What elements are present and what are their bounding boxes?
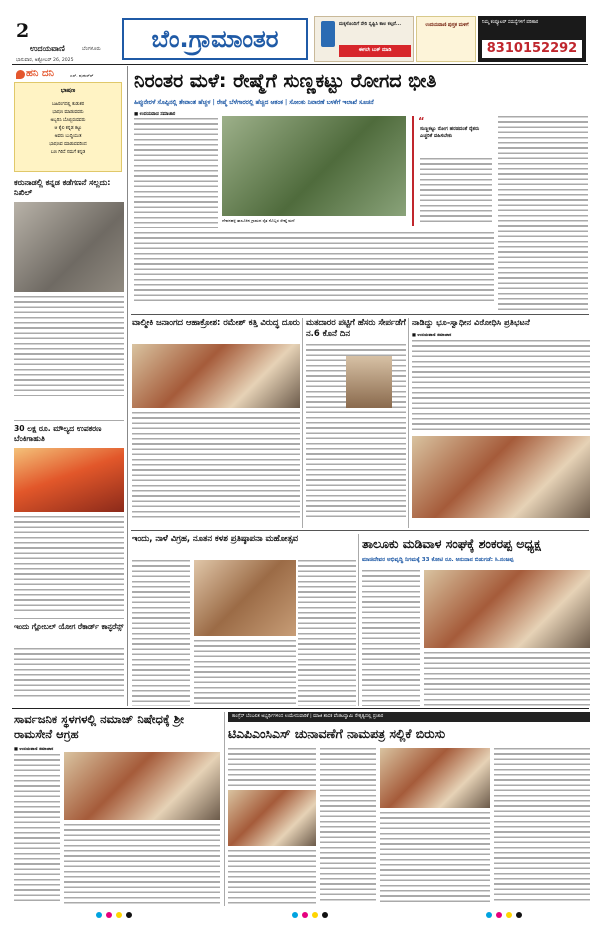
story2-headline: ಮತದಾರರ ಪಟ್ಟಿಗೆ ಹೆಸರು ಸೇರ್ಪಡೆಗೆ ನ.6 ಕೊನೆ ದಿನ	[306, 317, 406, 338]
registration-marks-right	[486, 912, 522, 918]
registration-marks-left	[96, 912, 132, 918]
pull-quote-lines	[420, 158, 492, 222]
story3-byline: ■ ಉದಯವಾಣಿ ಸಮಾಚಾರ	[412, 332, 452, 337]
paper-name: ಉದಯವಾಣಿ	[30, 44, 65, 53]
story5-body-left	[362, 570, 420, 706]
story7-col1b	[228, 850, 316, 904]
reg-dot-cyan	[96, 912, 102, 918]
poem-line-7: ಬಣ ಗಿರಿಸೆ ನಮಗೆ ಕನ್ನಡ	[50, 150, 86, 155]
edition-label: ಬೆಂಗಳೂರು	[82, 46, 101, 52]
lead-col-right-body	[498, 116, 588, 312]
story7-col3	[380, 812, 490, 904]
poem-line-5: ಅವರು ಬುದ್ಧಿಯುತ	[54, 134, 82, 139]
reg-dot-black	[516, 912, 522, 918]
story4-body-bottom	[194, 640, 296, 706]
story5-body-right	[424, 652, 590, 706]
story4-body-right	[298, 560, 356, 706]
reg-dot-black	[126, 912, 132, 918]
section-title: ಬೆಂ.ಗ್ರಾಮಾಂತರ	[122, 18, 308, 60]
story-divider-2	[408, 318, 409, 528]
story7-headline: ಟಿಎಪಿಎಂಸಿಎಸ್ ಚುನಾವಣೆಗೆ ನಾಮಪತ್ರ ಸಲ್ಲಿಕೆ ಬಿರುಸು	[228, 726, 446, 741]
ad-banner-computer	[478, 16, 586, 62]
sidebar-story2-photo	[14, 448, 124, 512]
lead-bottom-rule	[131, 314, 589, 315]
ad2-text: ಉದಯವಾಣಿ ಪುಸ್ತಕ ಮಳಿಗೆ	[425, 23, 469, 28]
lead-photo-caption: ದೇವನಹಳ್ಳಿ ತಾಲೂಕಿನ ಗ್ರಾಮದ ರೈತ ನೊಬ್ಬರ ರೇಷ್ಮೆ ಮನೆ	[222, 218, 295, 223]
row1-bottom-rule	[131, 530, 589, 531]
sidebar-story1-body	[14, 296, 124, 396]
story4-body-left	[132, 560, 190, 706]
story3-photo	[412, 436, 590, 518]
story-divider-1	[302, 318, 303, 528]
story4-headline: ಇಂದು, ನಾಳೆ ವಿಗ್ರಹ, ನೂತನ ಕಳಶ ಪ್ರತಿಷ್ಠಾಪನಾ ಮಹೋತ್ಸವ	[132, 533, 298, 543]
story6-body-left	[14, 754, 60, 904]
poem-box	[14, 82, 122, 172]
registration-marks-center	[292, 912, 328, 918]
poem-line-6: ಭಾಷಣವ ಮಾಡುವವರಿಂದ	[49, 142, 87, 147]
story6-byline: ■ ಉದಯವಾಣಿ ಸಮಾಚಾರ	[14, 746, 54, 751]
honey-icon	[16, 70, 25, 79]
phone-number: 8310152292	[482, 40, 582, 58]
ad3-text: ನಿಮ್ಮ ಕಂಪ್ಯೂಟರ್ ಸಮಸ್ಯೆಗಳಿಗೆ ಪರಿಹಾರ	[482, 20, 539, 25]
story7-photo-1	[228, 790, 316, 846]
reg-dot-magenta	[106, 912, 112, 918]
story-divider-3	[358, 534, 359, 706]
story3-body	[412, 340, 590, 432]
lead-col2-body	[134, 232, 494, 302]
poem-line-3: ಅಬ್ಬರಿಸಿ ಬೊಬ್ಬಿರುವವರು	[50, 118, 86, 123]
sidebar-story3-body	[14, 648, 124, 700]
reg-dot-black	[322, 912, 328, 918]
reg-dot-cyan	[292, 912, 298, 918]
story5-headline: ತಾಲೂಕು ಮಡಿವಾಳ ಸಂಘಕ್ಕೆ ಶಂಕರಪ್ಪ ಅಧ್ಯಕ್ಷ	[362, 536, 541, 551]
quote-icon: “	[418, 116, 425, 127]
reg-dot-yellow	[506, 912, 512, 918]
sidebar-story2-headline: 30 ಲಕ್ಷ ರೂ. ಮೌಲ್ಯದ ಉಪಕರಣ ಬೆಂಕಿಗಾಹುತಿ	[14, 424, 102, 443]
reg-dot-magenta	[302, 912, 308, 918]
story6-photo	[64, 752, 220, 820]
sidebar-brand: ಹನಿ ದನಿ	[26, 68, 54, 79]
story5-subhead: ಮಾಚಿದೇವರ ಅಭಿವೃದ್ಧಿ ನಿಗಮಕ್ಕೆ 33 ಕೋಟಿ ರೂ. ಅನುದಾನ ಬಿಡುಗಡೆ: ಸಿ.ನಂಜಪ್ಪ	[362, 557, 514, 563]
reg-dot-magenta	[496, 912, 502, 918]
reg-dot-yellow	[116, 912, 122, 918]
ad-banner-books	[314, 16, 414, 62]
story7-photo-2	[380, 748, 490, 808]
story2-portrait	[346, 356, 392, 408]
date-line: ಭಾನುವಾರ, ಅಕ್ಟೋಬರ್ 26, 2025	[16, 58, 74, 63]
ad-banner-store	[416, 16, 476, 62]
ad1-text: ಮಕ್ಕಳೊಂದಿಗೆ ಸೇರಿ ಸೃಷ್ಟಿಸಿ ಕಾಲ ಕಲ್ಪನೆ...	[339, 22, 402, 27]
poem-line-2: ಭಾಷಣ ಮಾಡುವವರು	[52, 110, 84, 115]
poem-title: ಭಾಷಣ	[60, 87, 76, 94]
reg-dot-cyan	[486, 912, 492, 918]
lead-headline: ನಿರಂತರ ಮಳೆ: ರೇಷ್ಮೆಗೆ ಸುಣ್ಣಕಟ್ಟು ರೋಗದ ಭೀತಿ	[134, 70, 437, 92]
lead-photo	[222, 116, 406, 216]
story4-photo	[194, 560, 296, 636]
sidebar-divider-1	[14, 420, 124, 421]
story1-photo	[132, 344, 300, 408]
page-number: 2	[16, 20, 30, 42]
lead-subhead: ಹಿಪ್ಪುನೇರಳೆ ಸೊಪ್ಪಿನಲ್ಲಿ ತೇವಾಂಶ ಹೆಚ್ಚಳ | ರೇಷ್ಮೆ ಬೆಳೆಗಾರರಲ್ಲಿ ಹೆಚ್ಚಿದ ಆತಂಕ | ಸೋಂಕು ನಿವಾರಣೆ ಬಳಕೆಗೆ ಇಲಾಖೆ ಸೂಚನೆ	[134, 99, 374, 106]
pull-quote-text: ಸುಣ್ಣಕಟ್ಟು ರೋಗ ಹರಡದಂತೆ ರೈತರು ಎಚ್ಚರಿಕೆ ವಹಿಸಬೇಕು	[420, 126, 480, 139]
reg-dot-yellow	[312, 912, 318, 918]
lead-col1-body	[134, 118, 218, 228]
lead-pull-quote	[412, 116, 492, 226]
story1-headline: ವಾಲ್ಮೀಕಿ ಜನಾಂಗದ ಆಹಾಕ್ರೋಶ: ರಮೇಶ್ ಕತ್ತಿ ವಿರುದ್ಧ ದೂರು	[132, 317, 300, 327]
story7-col2	[320, 748, 376, 904]
story-divider-4	[224, 712, 225, 906]
ad-phone-icon	[321, 21, 335, 47]
ad1-sub: ಈಗಲೇ ಬುಕ್ ಮಾಡಿ	[339, 45, 411, 57]
row2-bottom-rule	[12, 708, 589, 709]
sidebar-author: ಎಸ್. ಷುಕುರ್‌ರ್	[70, 73, 94, 78]
story3-headline: ನಾಡಿದ್ದು ಭೂ-ಸ್ವಾಧೀನ ವಿರೋಧಿಸಿ ಪ್ರತಿಭಟನೆ	[412, 317, 530, 327]
story6-headline: ಸಾರ್ವಜನಿಕ ಸ್ಥಳಗಳಲ್ಲಿ ನಮಾಜ್ ನಿಷೇಧಕ್ಕೆ ಶ್ರೀ ರಾಮಸೇನೆ ಆಗ್ರಹ	[14, 712, 184, 741]
sidebar-story1-photo	[14, 202, 124, 292]
sidebar-story1-headline: ಕರುನಾಡಲ್ಲಿ ಕನ್ನಡ ಕಡೆಗಣನೆ ಸಲ್ಲದು: ನಿಖಿಲ್	[14, 178, 111, 197]
sidebar-column-rule	[127, 66, 128, 706]
sidebar-story2-body	[14, 516, 124, 614]
story5-photo	[424, 570, 590, 648]
story7-col4	[494, 748, 590, 904]
sidebar-story3-headline: ಇಂದು ಗ್ಲೋಬಲ್ ಯೋಗ ರೆಕಾರ್ಡ್ ಕಾನ್ಫರೆನ್ಸ್	[14, 622, 124, 631]
story7-col1	[228, 748, 316, 786]
sidebar-divider-2	[14, 618, 124, 619]
story7-kicker: ಕಾಂಗ್ರೆಸ್ ಬೆಂಬಲಿತ ಅಭ್ಯರ್ಥಿಗಳಿಂದ ಉಮೇದುವಾರಿಕೆ | ಮಾಜಿ ಶಾಸಕ ವೆಂಕಟಸ್ವಾಮಿ ನೇತೃತ್ವದಲ್ಲಿ ಪ್ರಚಾರ	[228, 712, 590, 722]
story1-body	[132, 412, 300, 520]
story6-body-right	[64, 824, 220, 904]
lead-byline: ■ ಉದಯವಾಣಿ ಸಮಾಚಾರ	[134, 112, 176, 117]
poem-line-4: ಆ ಕೈಲಿ ಕನ್ನಡ ಕಟ್ಟು	[54, 126, 82, 131]
poem-line-1: ಬಹಿರಂಗದಲ್ಲಿ ಕುಡುಕರ	[51, 102, 85, 107]
